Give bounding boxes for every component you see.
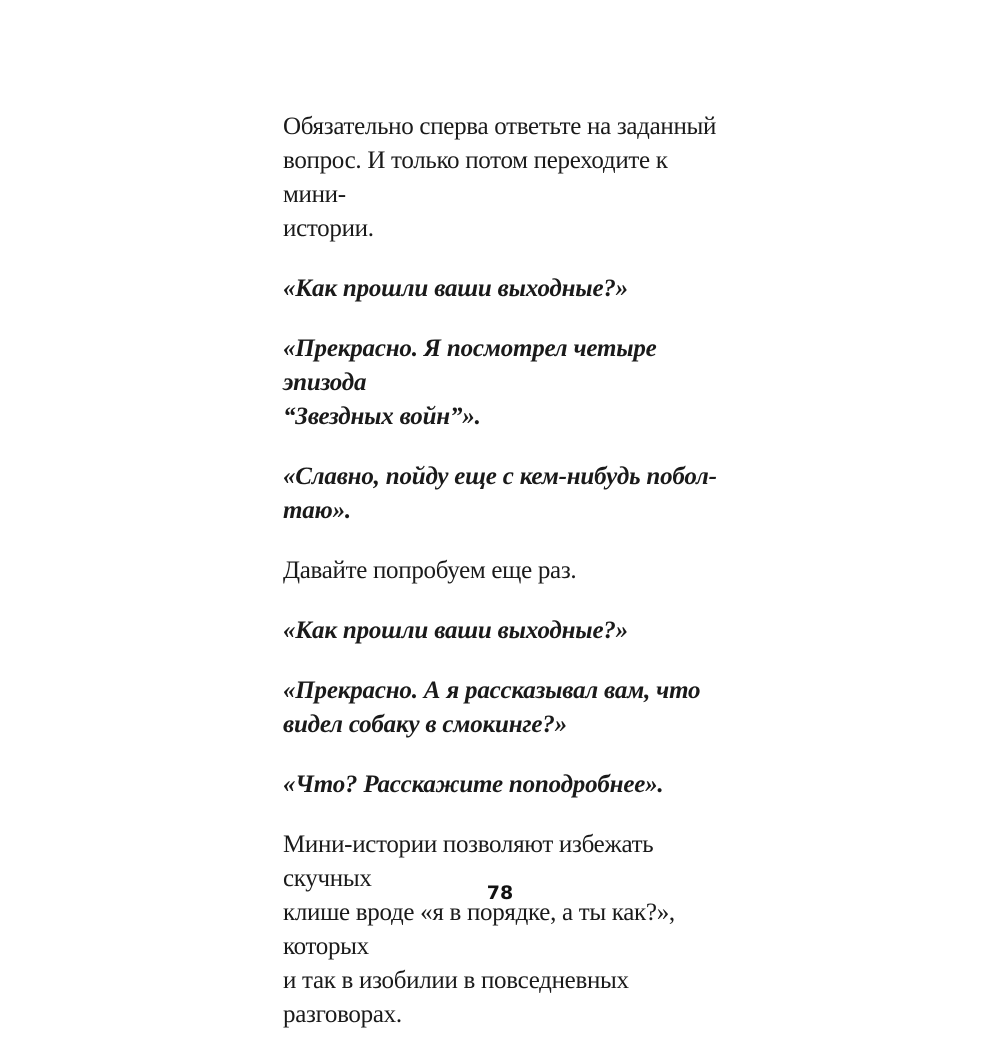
dialogue-answer-1: «Прекрасно. Я посмотрел четыре эпизода “Звездных войн”». bbox=[283, 335, 657, 430]
dialogue-reply-2: «Что? Расскажите поподробнее». bbox=[283, 771, 664, 798]
paragraph-conclusion: Мини-истории позволяют избежать скучных клише вроде «я в порядке, а ты как?», которых и так в изобилии в повседневных разговорах. bbox=[283, 831, 675, 1028]
body-text bbox=[283, 110, 725, 1058]
page-number: 78 bbox=[486, 882, 514, 904]
dialogue-reply-1: «Славно, пойду еще с кем-нибудь побол- таю». bbox=[283, 463, 717, 524]
dialogue-question-2: «Как прошли ваши выходные?» bbox=[283, 617, 628, 644]
dialogue-answer-2: «Прекрасно. А я рассказывал вам, что видел собаку в смокинге?» bbox=[283, 677, 701, 738]
dialogue-question-1: «Как прошли ваши выходные?» bbox=[283, 275, 628, 302]
paragraph-intro: Обязательно сперва ответьте на заданный вопрос. И только потом переходите к мини- истории. bbox=[283, 113, 717, 242]
paragraph-try-again: Давайте попробуем еще раз. bbox=[283, 557, 577, 584]
